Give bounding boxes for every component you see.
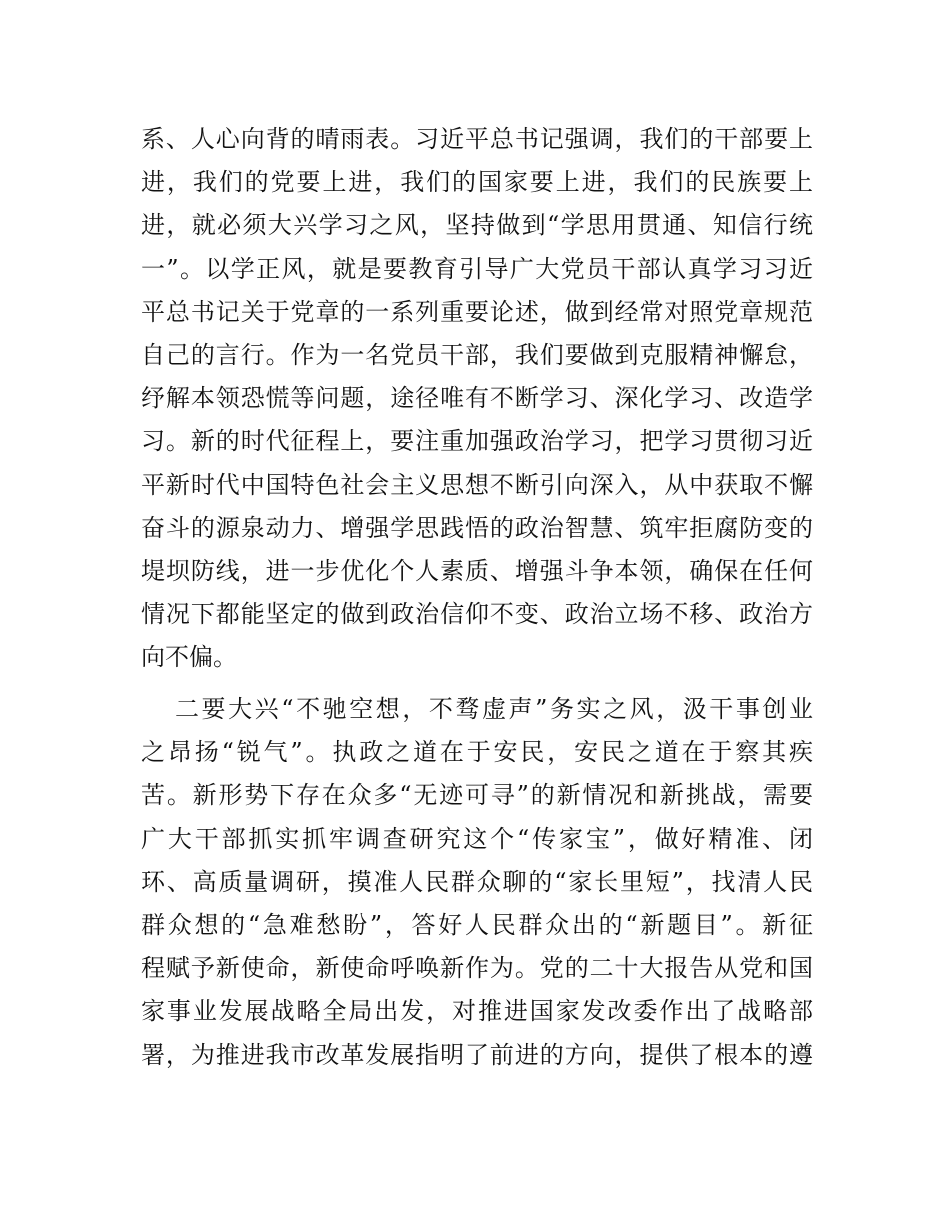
- paragraph-line: 进，我们的党要上进，我们的国家要上进，我们的民族要上: [141, 168, 813, 197]
- paragraph-line: 情况下都能坚定的做到政治信仰不变、政治立场不移、政治方: [141, 600, 813, 629]
- paragraph-line: 之昂扬“锐气”。执政之道在于安民，安民之道在于察其疾: [141, 738, 813, 767]
- paragraph-line: 自己的言行。作为一名党员干部，我们要做到克服精神懈怠，: [141, 340, 813, 369]
- paragraph-line: 奋斗的源泉动力、增强学思践悟的政治智慧、筑牢拒腐防变的: [141, 513, 813, 542]
- paragraph-line: 平总书记关于党章的一系列重要论述，做到经常对照党章规范: [141, 297, 813, 326]
- paragraph-line: 环、高质量调研，摸准人民群众聊的“家长里短”，找清人民: [141, 867, 813, 896]
- paragraph-line: 进，就必须大兴学习之风，坚持做到“学思用贯通、知信行统: [141, 211, 813, 240]
- paragraph-line: 二要大兴“不驰空想，不骛虚声”务实之风，汲干事创业: [175, 695, 813, 723]
- paragraph-line: 堤坝防线，进一步优化个人素质、增强斗争本领，确保在任何: [141, 556, 813, 585]
- paragraph-1: [141, 118, 813, 679]
- paragraph-line: 习。新的时代征程上，要注重加强政治学习，把学习贯彻习近: [141, 427, 813, 456]
- paragraph-line: 广大干部抓实抓牢调查研究这个“传家宝”，做好精准、闭: [141, 824, 813, 853]
- paragraph-line: 向不偏。: [141, 643, 237, 672]
- paragraph-line: 苦。新形势下存在众多“无迹可寻”的新情况和新挑战，需要: [141, 781, 813, 810]
- paragraph-line: 家事业发展战略全局出发，对推进国家发改委作出了战略部: [141, 997, 813, 1026]
- paragraph-line: 平新时代中国特色社会主义思想不断引向深入，从中获取不懈: [141, 470, 813, 499]
- paragraph-line: 系、人心向背的晴雨表。习近平总书记强调，我们的干部要上: [141, 125, 813, 153]
- paragraph-line: 一”。以学正风，就是要教育引导广大党员干部认真学习习近: [141, 254, 813, 283]
- paragraph-2: [141, 688, 813, 1077]
- paragraph-line: 群众想的“急难愁盼”，答好人民群众出的“新题目”。新征: [141, 910, 813, 939]
- paragraph-line: 程赋予新使命，新使命呼唤新作为。党的二十大报告从党和国: [141, 954, 813, 983]
- paragraph-line: 署，为推进我市改革发展指明了前进的方向，提供了根本的遵: [141, 1040, 813, 1069]
- paragraph-line: 纾解本领恐慌等问题，途径唯有不断学习、深化学习、改造学: [141, 384, 813, 413]
